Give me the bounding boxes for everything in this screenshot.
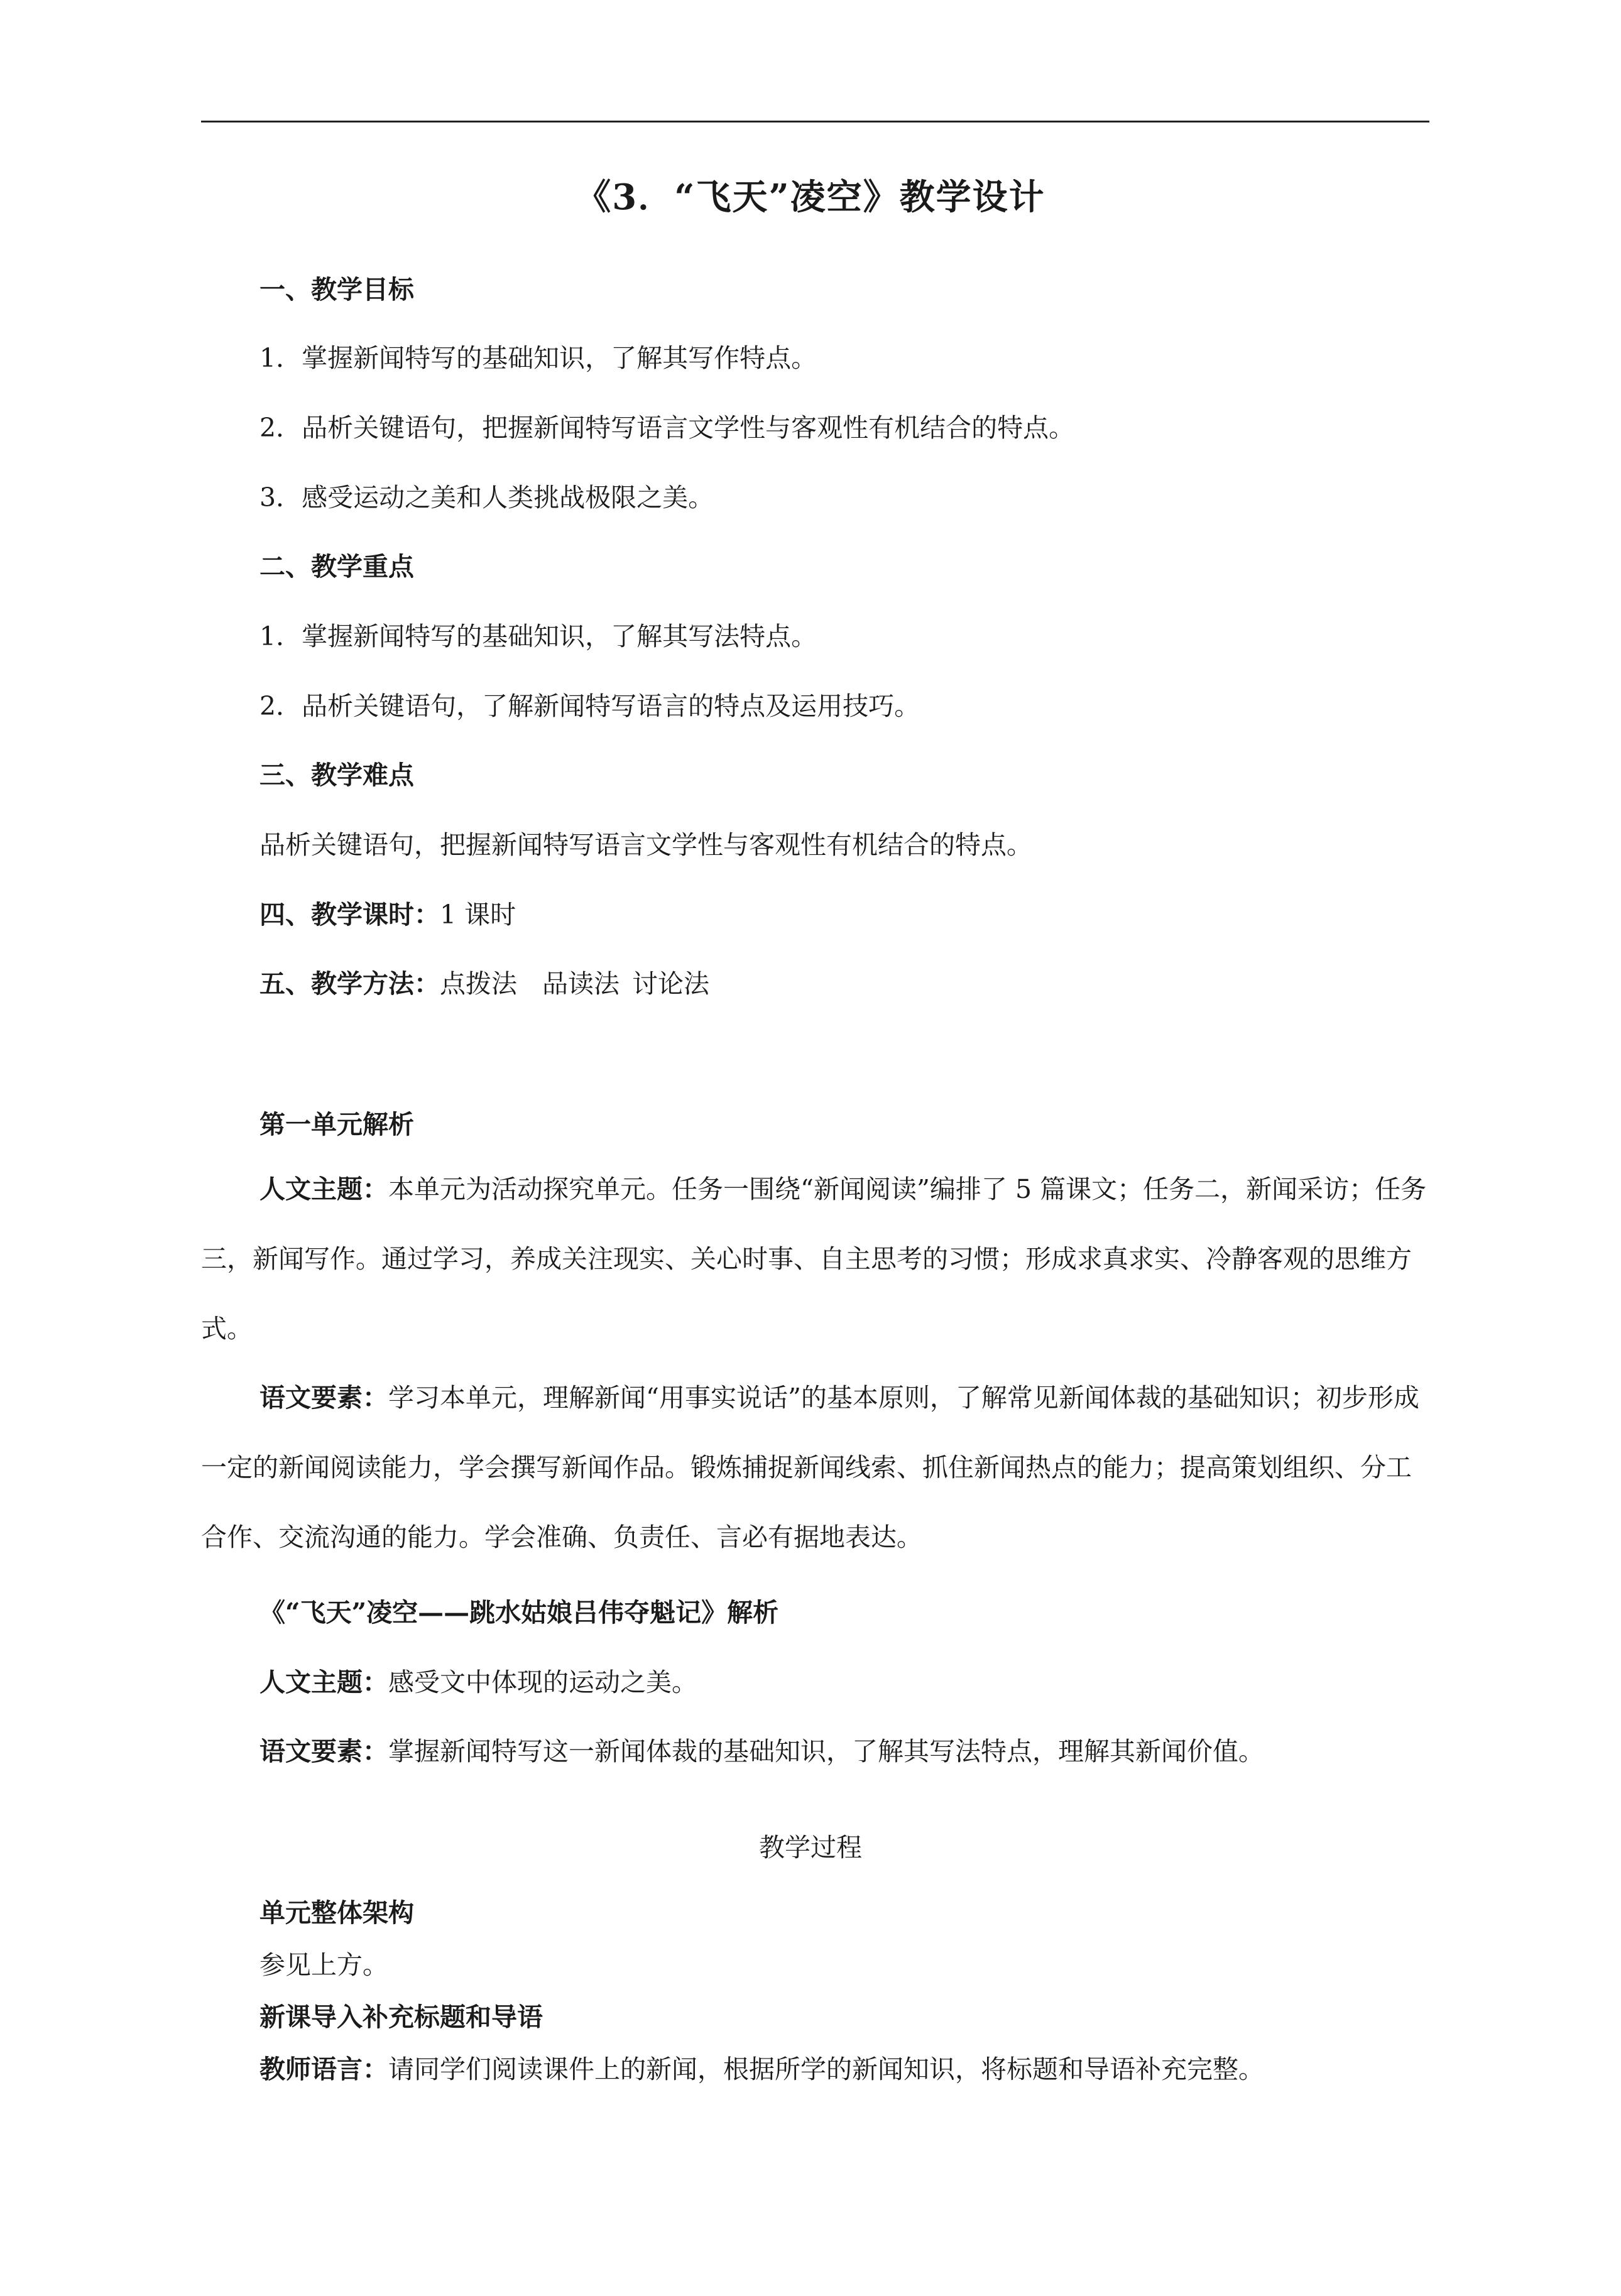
objective-item-1: 1．掌握新闻特写的基础知识，了解其写作特点。 [259,343,817,373]
lesson-language-label: 语文要素： [259,1736,388,1766]
teaching-methods-line [259,971,709,997]
class-hours-label: 四、教学课时： [259,900,440,930]
section-heading-difficulties: 三、教学难点 [259,760,414,790]
teaching-method-2: 品读法 [542,969,619,999]
unit-humanities-text: 本单元为活动探究单元。任务一围绕“新闻阅读”编排了 5 篇课文；任务二，新闻采访；任务三，新闻写作。通过学习，养成关注现实、关心时事、自主思考的习惯；形成求真求实、冷静客观的思维方式。 [201,1174,1427,1344]
lesson-humanities-label: 人文主题： [259,1667,388,1697]
teaching-method-1: 点拨法 [440,969,517,999]
class-hours-line [259,902,516,928]
difficulty-text: 品析关键语句，把握新闻特写语言文学性与客观性有机结合的特点。 [259,830,1032,860]
section-heading-key-points: 二、教学重点 [259,552,414,582]
unit-language-text: 学习本单元，理解新闻“用事实说话”的基本原则，了解常见新闻体裁的基础知识；初步形成一定的新闻阅读能力，学会撰写新闻作品。锻炼捕捉新闻线索、抓住新闻热点的能力；提高策划组织、分工合作、交流沟通的能力。学会准确、负责任、言必有据地表达。 [201,1383,1419,1552]
unit-humanities-label: 人文主题： [259,1174,388,1204]
unit-structure-text: 参见上方。 [259,1950,388,1980]
key-point-item-2: 2．品析关键语句，了解新闻特写语言的特点及运用技巧。 [259,691,920,721]
lesson-humanities-line [259,1667,697,1697]
lesson-language-line [259,1736,1264,1766]
unit-structure-heading: 单元整体架构 [259,1898,414,1928]
unit-language-paragraph [201,1363,1429,1572]
lesson-language-text: 掌握新闻特写这一新闻体裁的基础知识，了解其写法特点，理解其新闻价值。 [388,1736,1264,1766]
objective-item-2: 2．品析关键语句，把握新闻特写语言文学性与客观性有机结合的特点。 [259,413,1075,443]
lesson-analysis-heading: 《“飞天”凌空——跳水姑娘吕伟夺魁记》解析 [259,1597,779,1628]
unit-analysis-heading: 第一单元解析 [259,1109,414,1140]
intro-heading: 新课导入补充标题和导语 [259,2002,543,2032]
teacher-language-text: 请同学们阅读课件上的新闻，根据所学的新闻知识，将标题和导语补充完整。 [388,2054,1264,2084]
teacher-language-label: 教师语言： [259,2054,388,2084]
document-title: 《3．“飞天”凌空》教学设计 [576,177,1045,218]
lesson-humanities-text: 感受文中体现的运动之美。 [388,1667,697,1697]
teaching-method-3: 讨论法 [632,969,709,999]
teaching-process-heading: 教学过程 [759,1832,862,1863]
key-point-item-1: 1．掌握新闻特写的基础知识，了解其写法特点。 [259,621,817,651]
unit-language-label: 语文要素： [259,1383,388,1413]
teaching-methods-label: 五、教学方法： [259,969,440,999]
class-hours-value: 1 课时 [440,900,516,930]
objective-item-3: 3．感受运动之美和人类挑战极限之美。 [259,482,714,513]
section-heading-objectives: 一、教学目标 [259,275,414,305]
teacher-language-line [259,2054,1264,2084]
header-rule [201,121,1429,122]
unit-humanities-paragraph [201,1155,1429,1364]
